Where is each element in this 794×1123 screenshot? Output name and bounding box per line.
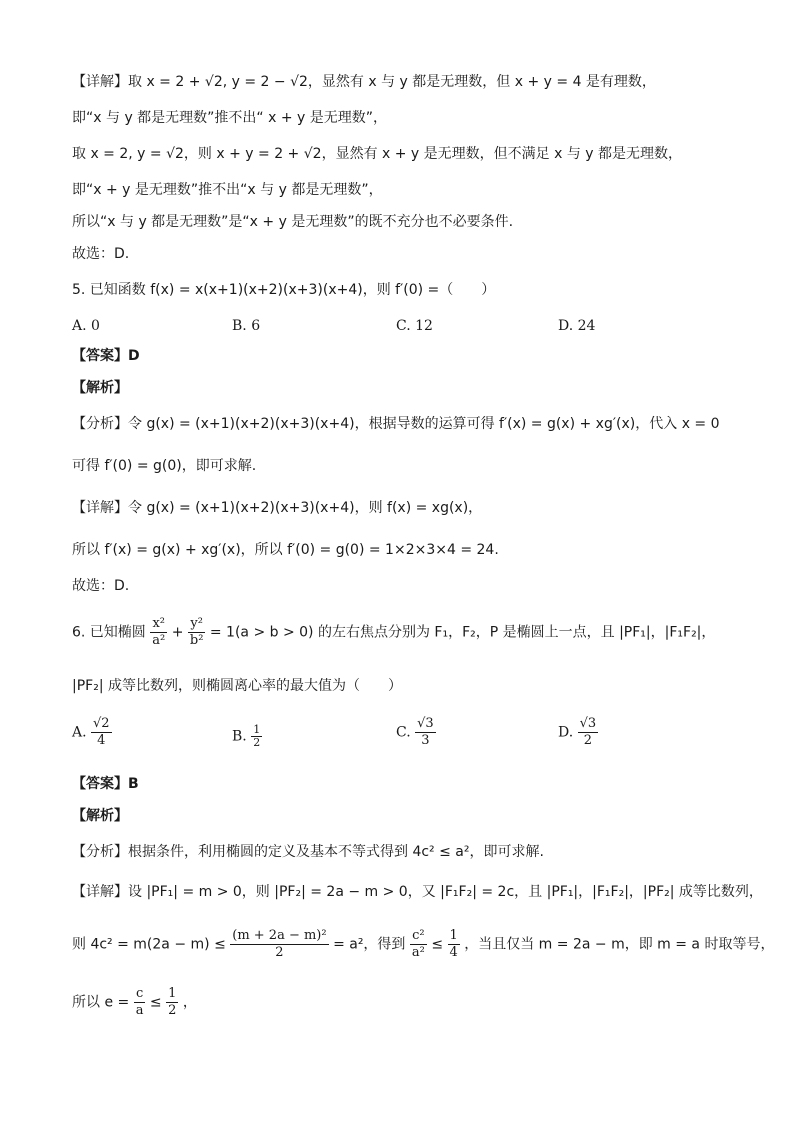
q6-detail-2-start: 则 4c² = m(2a − m) ≤ — [72, 936, 226, 953]
q5-option-a: A. 0 — [72, 318, 100, 334]
q6-half-numerator: 1 — [168, 986, 177, 1001]
q6-half-fraction — [166, 986, 178, 1019]
q6-analysis-heading: 【解析】 — [72, 808, 128, 824]
q5-detail-line-1: 【详解】令 g(x) = (x+1)(x+2)(x+3)(x+4)，则 f(x) = xg(x)， — [72, 500, 483, 516]
q6-e-denominator: a — [135, 1003, 144, 1018]
q5-detail-line-2: 所以 f′(x) = g(x) + xg′(x)，所以 f′(0) = g(0) = 1×2×3×4 = 24. — [72, 542, 499, 558]
q6-detail-3-start: 所以 e = — [72, 994, 130, 1011]
q6-c2a2-numerator: c² — [410, 928, 427, 945]
q6-option-d-numerator: √3 — [579, 716, 597, 731]
ellipse-y-numerator: y² — [188, 616, 206, 633]
q6-detail-3-end: ， — [182, 994, 197, 1011]
q6-option-a-label: A. — [72, 724, 87, 741]
q6-big-fraction-numerator: (m + 2a − m)² — [232, 928, 327, 943]
q6-option-a-denominator: 4 — [97, 733, 106, 748]
question-6-stem-line-1 — [72, 616, 715, 649]
q6-option-b-fraction — [251, 724, 262, 749]
q6-option-d-denominator: 2 — [583, 733, 593, 748]
ellipse-x-denominator: a² — [152, 633, 166, 648]
q6-c2a2-denominator: a² — [411, 945, 425, 960]
q5-answer: 【答案】D — [72, 348, 140, 364]
q6-option-b-numerator: 1 — [253, 723, 261, 736]
q6-e-relation: ≤ — [149, 994, 162, 1011]
q6-option-c-denominator: 3 — [421, 733, 430, 748]
q6-quarter-numerator: 1 — [449, 928, 458, 943]
q6-big-fraction-denominator: 2 — [275, 945, 284, 960]
q5-answer-choice: 故选：D. — [72, 578, 130, 594]
q6-big-fraction — [230, 928, 328, 961]
q5-option-c: C. 12 — [396, 318, 433, 334]
ellipse-plus: + — [171, 624, 184, 641]
solution-line-4: 即“x + y 是无理数”推不出“x 与 y 都是无理数”， — [72, 182, 383, 198]
q6-e-fraction — [134, 986, 146, 1019]
q5-option-b: B. 6 — [232, 318, 261, 334]
ellipse-x-fraction — [150, 616, 167, 649]
q6-e-numerator: c — [134, 986, 146, 1003]
q6-option-a-numerator: √2 — [93, 716, 110, 731]
q6-analysis-line: 【分析】根据条件，利用椭圆的定义及基本不等式得到 4c² ≤ a²，即可求解. — [72, 844, 544, 860]
q6-option-b — [232, 724, 262, 749]
ellipse-y-denominator: b² — [189, 633, 204, 648]
q6-option-d — [558, 716, 598, 749]
q5-analysis-line-2: 可得 f′(0) = g(0)，即可求解. — [72, 458, 257, 474]
q6-option-a-fraction — [91, 716, 112, 749]
q6-detail-line-3 — [72, 986, 197, 1019]
q6-c2a2-fraction — [410, 928, 427, 961]
q5-analysis-line-1: 【分析】令 g(x) = (x+1)(x+2)(x+3)(x+4)，根据导数的运算可得 f′(x) = g(x) + xg′(x)，代入 x = 0 — [72, 416, 720, 432]
q6-detail-2-mid: = a²，得到 — [333, 936, 406, 953]
solution-line-2: 即“x 与 y 都是无理数”推不出“ x + y 是无理数”， — [72, 110, 388, 126]
q6-quarter-denominator: 4 — [449, 945, 458, 960]
q6-quarter-fraction — [448, 928, 460, 961]
q6-option-b-label: B. — [232, 728, 247, 745]
question-5-stem: 5. 已知函数 f(x) = x(x+1)(x+2)(x+3)(x+4)，则 f′(0) =（ ） — [72, 282, 496, 298]
ellipse-y-fraction — [188, 616, 206, 649]
q6-detail-2-end: ，当且仅当 m = 2a − m，即 m = a 时取等号， — [464, 936, 775, 953]
q6-option-b-denominator: 2 — [253, 736, 261, 749]
q6-option-c — [396, 716, 436, 749]
q5-analysis-heading: 【解析】 — [72, 380, 128, 396]
q6-stem-rest: = 1(a > b > 0) 的左右焦点分别为 F₁，F₂，P 是椭圆上一点，且 |PF₁|，|F₁F₂|， — [209, 624, 716, 641]
q6-option-c-fraction — [415, 716, 436, 749]
solution-line-3: 取 x = 2, y = √2，则 x + y = 2 + √2，显然有 x + y 是无理数，但不满足 x 与 y 都是无理数， — [72, 146, 683, 162]
q6-option-d-label: D. — [558, 724, 574, 741]
q5-option-d: D. 24 — [558, 318, 596, 334]
solution-line-5: 所以“x 与 y 都是无理数”是“x + y 是无理数”的既不充分也不必要条件. — [72, 214, 514, 230]
answer-choice-line: 故选：D. — [72, 246, 130, 262]
q6-option-a — [72, 716, 112, 749]
q6-intro: 6. 已知椭圆 — [72, 624, 146, 641]
q6-option-d-fraction — [578, 716, 599, 749]
q6-answer: 【答案】B — [72, 776, 139, 792]
q6-c2a2-relation: ≤ — [431, 936, 444, 953]
q6-detail-line-1: 【详解】设 |PF₁| = m > 0，则 |PF₂| = 2a − m > 0，又 |F₁F₂| = 2c，且 |PF₁|，|F₁F₂|，|PF₂| 成等比数列， — [72, 884, 763, 900]
ellipse-x-numerator: x² — [150, 616, 167, 633]
solution-line-1: 【详解】取 x = 2 + √2, y = 2 − √2，显然有 x 与 y 都是无理数，但 x + y = 4 是有理数， — [72, 74, 656, 90]
q6-option-c-label: C. — [396, 724, 411, 741]
q6-detail-line-2 — [72, 928, 774, 961]
q6-half-denominator: 2 — [168, 1003, 177, 1018]
question-6-stem-line-2: |PF₂| 成等比数列，则椭圆离心率的最大值为（ ） — [72, 678, 402, 694]
q6-option-c-numerator: √3 — [417, 716, 434, 731]
